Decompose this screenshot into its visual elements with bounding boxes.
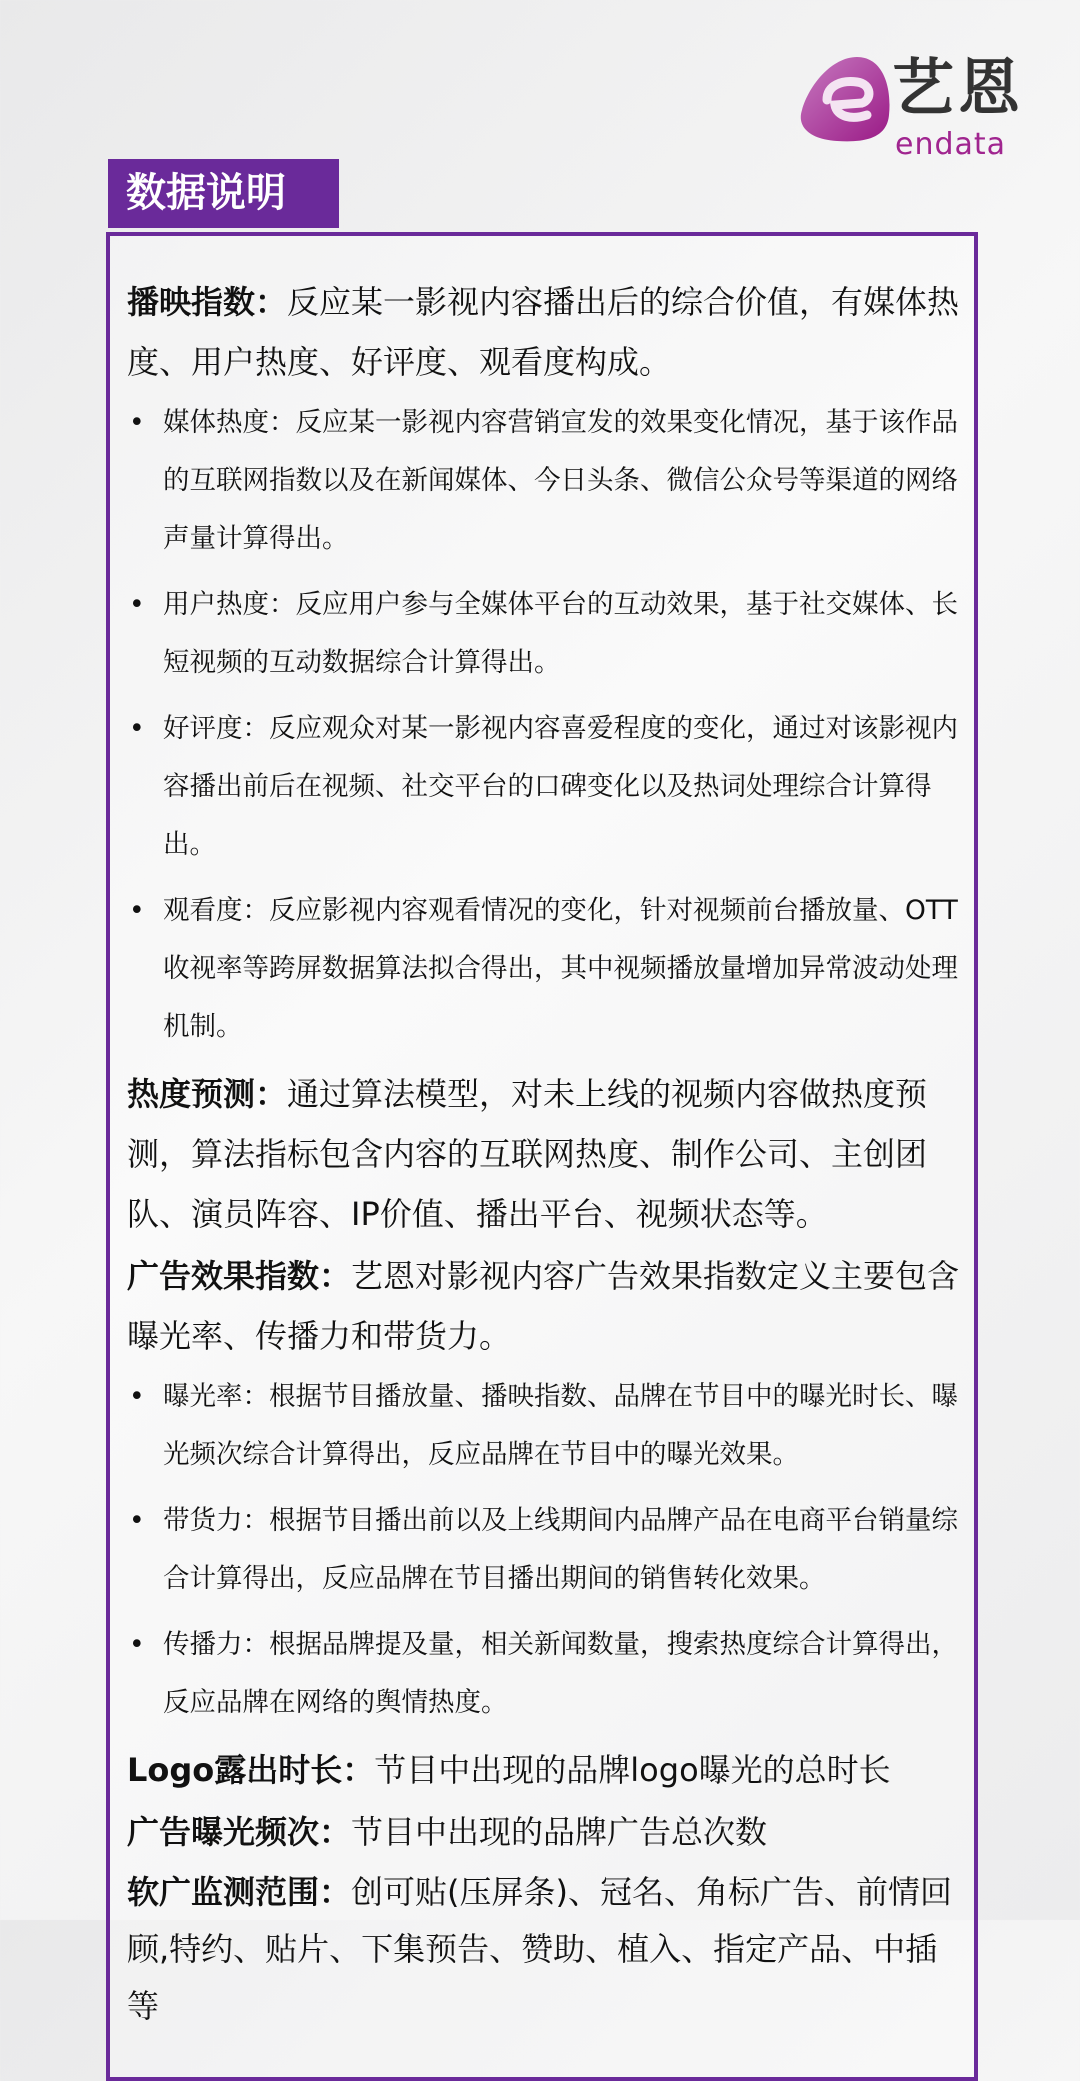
logo-text-en: endata [895,127,1007,162]
bullet-item [129,1616,968,1732]
term-text: 通过算法模型，对未上线的视频内容做热度预测，算法指标包含内容的互联网热度、制作公司、主创团队、演员阵容、IP价值、播出平台、视频状态等。 [127,1075,928,1233]
section-ad-effect-index [127,1246,968,1366]
bullet-item [129,576,968,692]
page-title: 数据说明 [108,159,339,228]
bullet-icon: • [129,713,145,744]
term-text: 反应某一影视内容播出后的综合价值，有媒体热度、用户热度、好评度、观看度构成。 [127,283,960,381]
term-text: 节目中出现的品牌logo曝光的总时长 [374,1751,891,1789]
bullet-item [129,882,968,1056]
bullet-icon: • [129,1629,145,1660]
bullet-text: 传播力：根据品牌提及量，相关新闻数量，搜索热度综合计算得出，反应品牌在网络的舆情热度。 [163,1629,958,1718]
bullet-text: 媒体热度：反应某一影视内容营销宣发的效果变化情况，基于该作品的互联网指数以及在新闻媒体、今日头条、微信公众号等渠道的网络声量计算得出。 [163,407,958,554]
bullet-icon: • [129,895,145,926]
term-text: 创可贴(压屏条)、冠名、角标广告、前情回顾,特约、贴片、下集预告、赞助、植入、指定产品、中插等 [127,1873,952,2025]
term-text: 艺恩对影视内容广告效果指数定义主要包含曝光率、传播力和带货力。 [127,1257,960,1355]
term-label: Logo露出时长： [127,1751,375,1789]
endata-e-icon [797,55,897,145]
logo-text-cn: 艺恩 [892,51,1025,124]
bullet-item [129,1368,968,1484]
bullet-icon: • [129,1505,145,1536]
bullet-item [129,700,968,874]
bullet-text: 观看度：反应影视内容观看情况的变化，针对视频前台播放量、OTT收视率等跨屏数据算法拟合得出，其中视频播放量增加异常波动处理机制。 [163,895,958,1042]
bullet-text: 曝光率：根据节目播放量、播映指数、品牌在节目中的曝光时长、曝光频次综合计算得出，反应品牌在节目中的曝光效果。 [163,1381,958,1470]
term-label: 热度预测： [127,1075,288,1113]
content-box [106,232,978,2081]
section-logo-duration [127,1740,968,1800]
term-label: 广告曝光频次： [127,1813,352,1851]
section-heat-forecast [127,1064,968,1244]
bullet-icon: • [129,589,145,620]
term-label: 播映指数： [127,283,288,321]
section-broadcast-index [127,272,968,392]
endata-logo [797,51,1037,162]
term-label: 软广监测范围： [127,1873,352,1911]
section-ad-frequency [127,1802,968,1862]
bullet-icon: • [129,1381,145,1412]
bullet-item [129,394,968,568]
bullet-text: 用户热度：反应用户参与全媒体平台的互动效果，基于社交媒体、长短视频的互动数据综合计算得出。 [163,589,958,678]
bullet-text: 好评度：反应观众对某一影视内容喜爱程度的变化，通过对该影视内容播出前后在视频、社交平台的口碑变化以及热词处理综合计算得出。 [163,713,958,860]
term-text: 节目中出现的品牌广告总次数 [351,1813,768,1851]
term-label: 广告效果指数： [127,1257,352,1295]
bullet-item [129,1492,968,1608]
bullet-icon: • [129,407,145,438]
bullet-text: 带货力：根据节目播出前以及上线期间内品牌产品在电商平台销量综合计算得出，反应品牌在节目播出期间的销售转化效果。 [163,1505,958,1594]
section-soft-ad-scope [127,1864,968,2035]
